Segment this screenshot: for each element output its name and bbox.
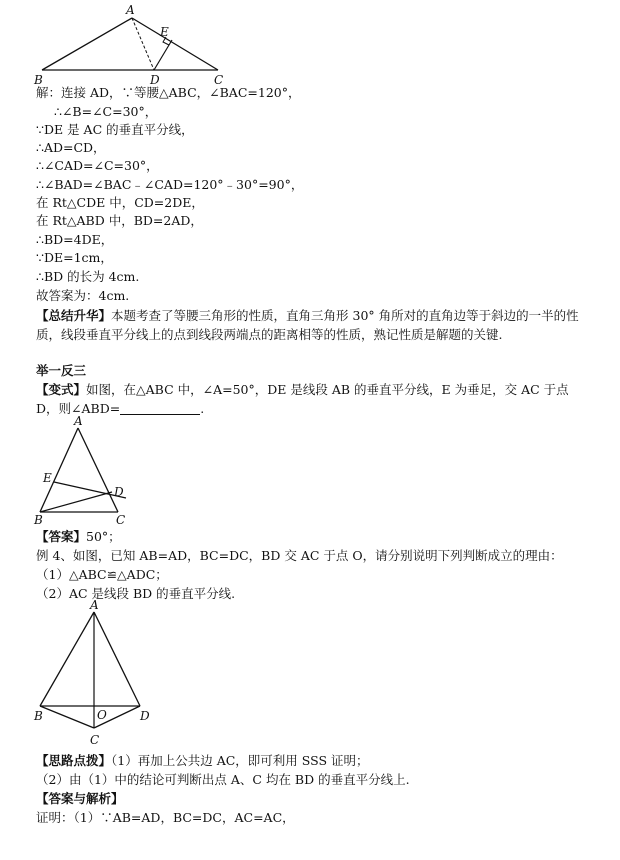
segment-de	[154, 40, 172, 70]
hint-line-1	[36, 752, 368, 770]
solution-line-10: ∵DE=1cm，	[36, 250, 113, 265]
segment-ab	[42, 18, 132, 70]
variant-text-1: 如图，在△ABC 中，∠A=50°，DE 是线段 AB 的垂直平分线，E 为垂足，交 AC 于点	[86, 382, 569, 397]
variant-text-2: D，则∠ABD=	[36, 401, 121, 416]
label-o: O	[97, 708, 107, 722]
section-title: 举一反三	[36, 363, 87, 378]
solution-line-12: 故答案为：4cm.	[36, 288, 130, 303]
solution-line-3: ∵DE 是 AC 的垂直平分线，	[36, 122, 194, 137]
segment-ac	[132, 18, 218, 70]
example4-intro: 例 4、如图，已知 AB=AD，BC=DC，BD 交 AC 于点 O，请分别说明下列判断成立的理由：	[36, 548, 563, 563]
solution-line-5: ∴∠CAD=∠C=30°，	[36, 158, 159, 173]
example4-item-1: （1）△ABC≌△ADC；	[36, 567, 168, 582]
label-e: E	[43, 471, 52, 485]
solution-line-4: ∴AD=CD，	[36, 140, 106, 155]
label-b: B	[34, 709, 43, 723]
solution-line-11: ∴BD 的长为 4cm.	[36, 269, 140, 284]
hint-line-2: （2）由（1）中的结论可判断出点 A、C 均在 BD 的垂直平分线上.	[36, 772, 410, 787]
segment-ad	[94, 612, 140, 706]
label-d: D	[140, 709, 150, 723]
answer-heading: 【答案】	[36, 529, 87, 544]
proof-line-1: 证明：（1）∵AB=AD，BC=DC，AC=AC，	[36, 810, 295, 825]
solution-line-1: 解：连接 AD，∵等腰△ABC，∠BAC=120°，	[36, 85, 301, 100]
segment-ab	[40, 612, 94, 706]
label-c: C	[116, 513, 126, 526]
summary-heading: 【总结升华】	[36, 308, 112, 323]
example4-item-2: （2）AC 是线段 BD 的垂直平分线.	[36, 586, 236, 601]
solution-line-2: ∴∠B=∠C=30°，	[54, 104, 158, 119]
label-a: A	[126, 3, 135, 17]
answer-value: 50°；	[86, 529, 121, 544]
variant-heading: 【变式】	[36, 382, 87, 397]
segment-ad-dashed	[132, 18, 154, 70]
segment-bc	[40, 706, 94, 728]
summary-paragraph	[36, 306, 596, 344]
label-c: C	[214, 73, 224, 87]
figure-triangle-abc-perpendicular-bisector	[30, 0, 250, 88]
answer-line	[36, 528, 121, 546]
label-e: E	[160, 25, 169, 39]
figure-triangle-variant	[30, 414, 140, 526]
solution-line-7: 在 Rt△CDE 中，CD=2DE，	[36, 195, 204, 210]
label-a: A	[74, 414, 83, 428]
variant-line-1	[36, 381, 569, 399]
variant-text-2-end: .	[200, 401, 205, 416]
label-a: A	[90, 598, 99, 612]
solution-line-6: ∴∠BAD=∠BAC﹣∠CAD=120°﹣30°=90°，	[36, 177, 304, 192]
segment-ab	[40, 428, 78, 512]
summary-text: 本题考查了等腰三角形的性质，直角三角形 30° 角所对的直角边等于斜边的一半的性质，线段垂直平分线上的点到线段两端点的距离相等的性质，熟记性质是解题的关键.	[36, 308, 579, 342]
solution-line-9: ∴BD=4DE，	[36, 232, 114, 247]
figure-kite-abcd	[30, 598, 160, 748]
label-b: B	[34, 513, 43, 526]
label-c: C	[90, 733, 100, 747]
hint-heading: 【思路点拨】	[36, 753, 112, 768]
label-b: B	[34, 73, 43, 87]
solution-line-8: 在 Rt△ABD 中，BD=2AD，	[36, 213, 203, 228]
answer-analysis-heading: 【答案与解析】	[36, 791, 124, 806]
label-d: D	[150, 73, 160, 87]
segment-bd	[40, 492, 112, 512]
label-d: D	[114, 485, 124, 499]
hint-text-1: （1）再加上公共边 AC，即可利用 SSS 证明；	[111, 753, 369, 768]
